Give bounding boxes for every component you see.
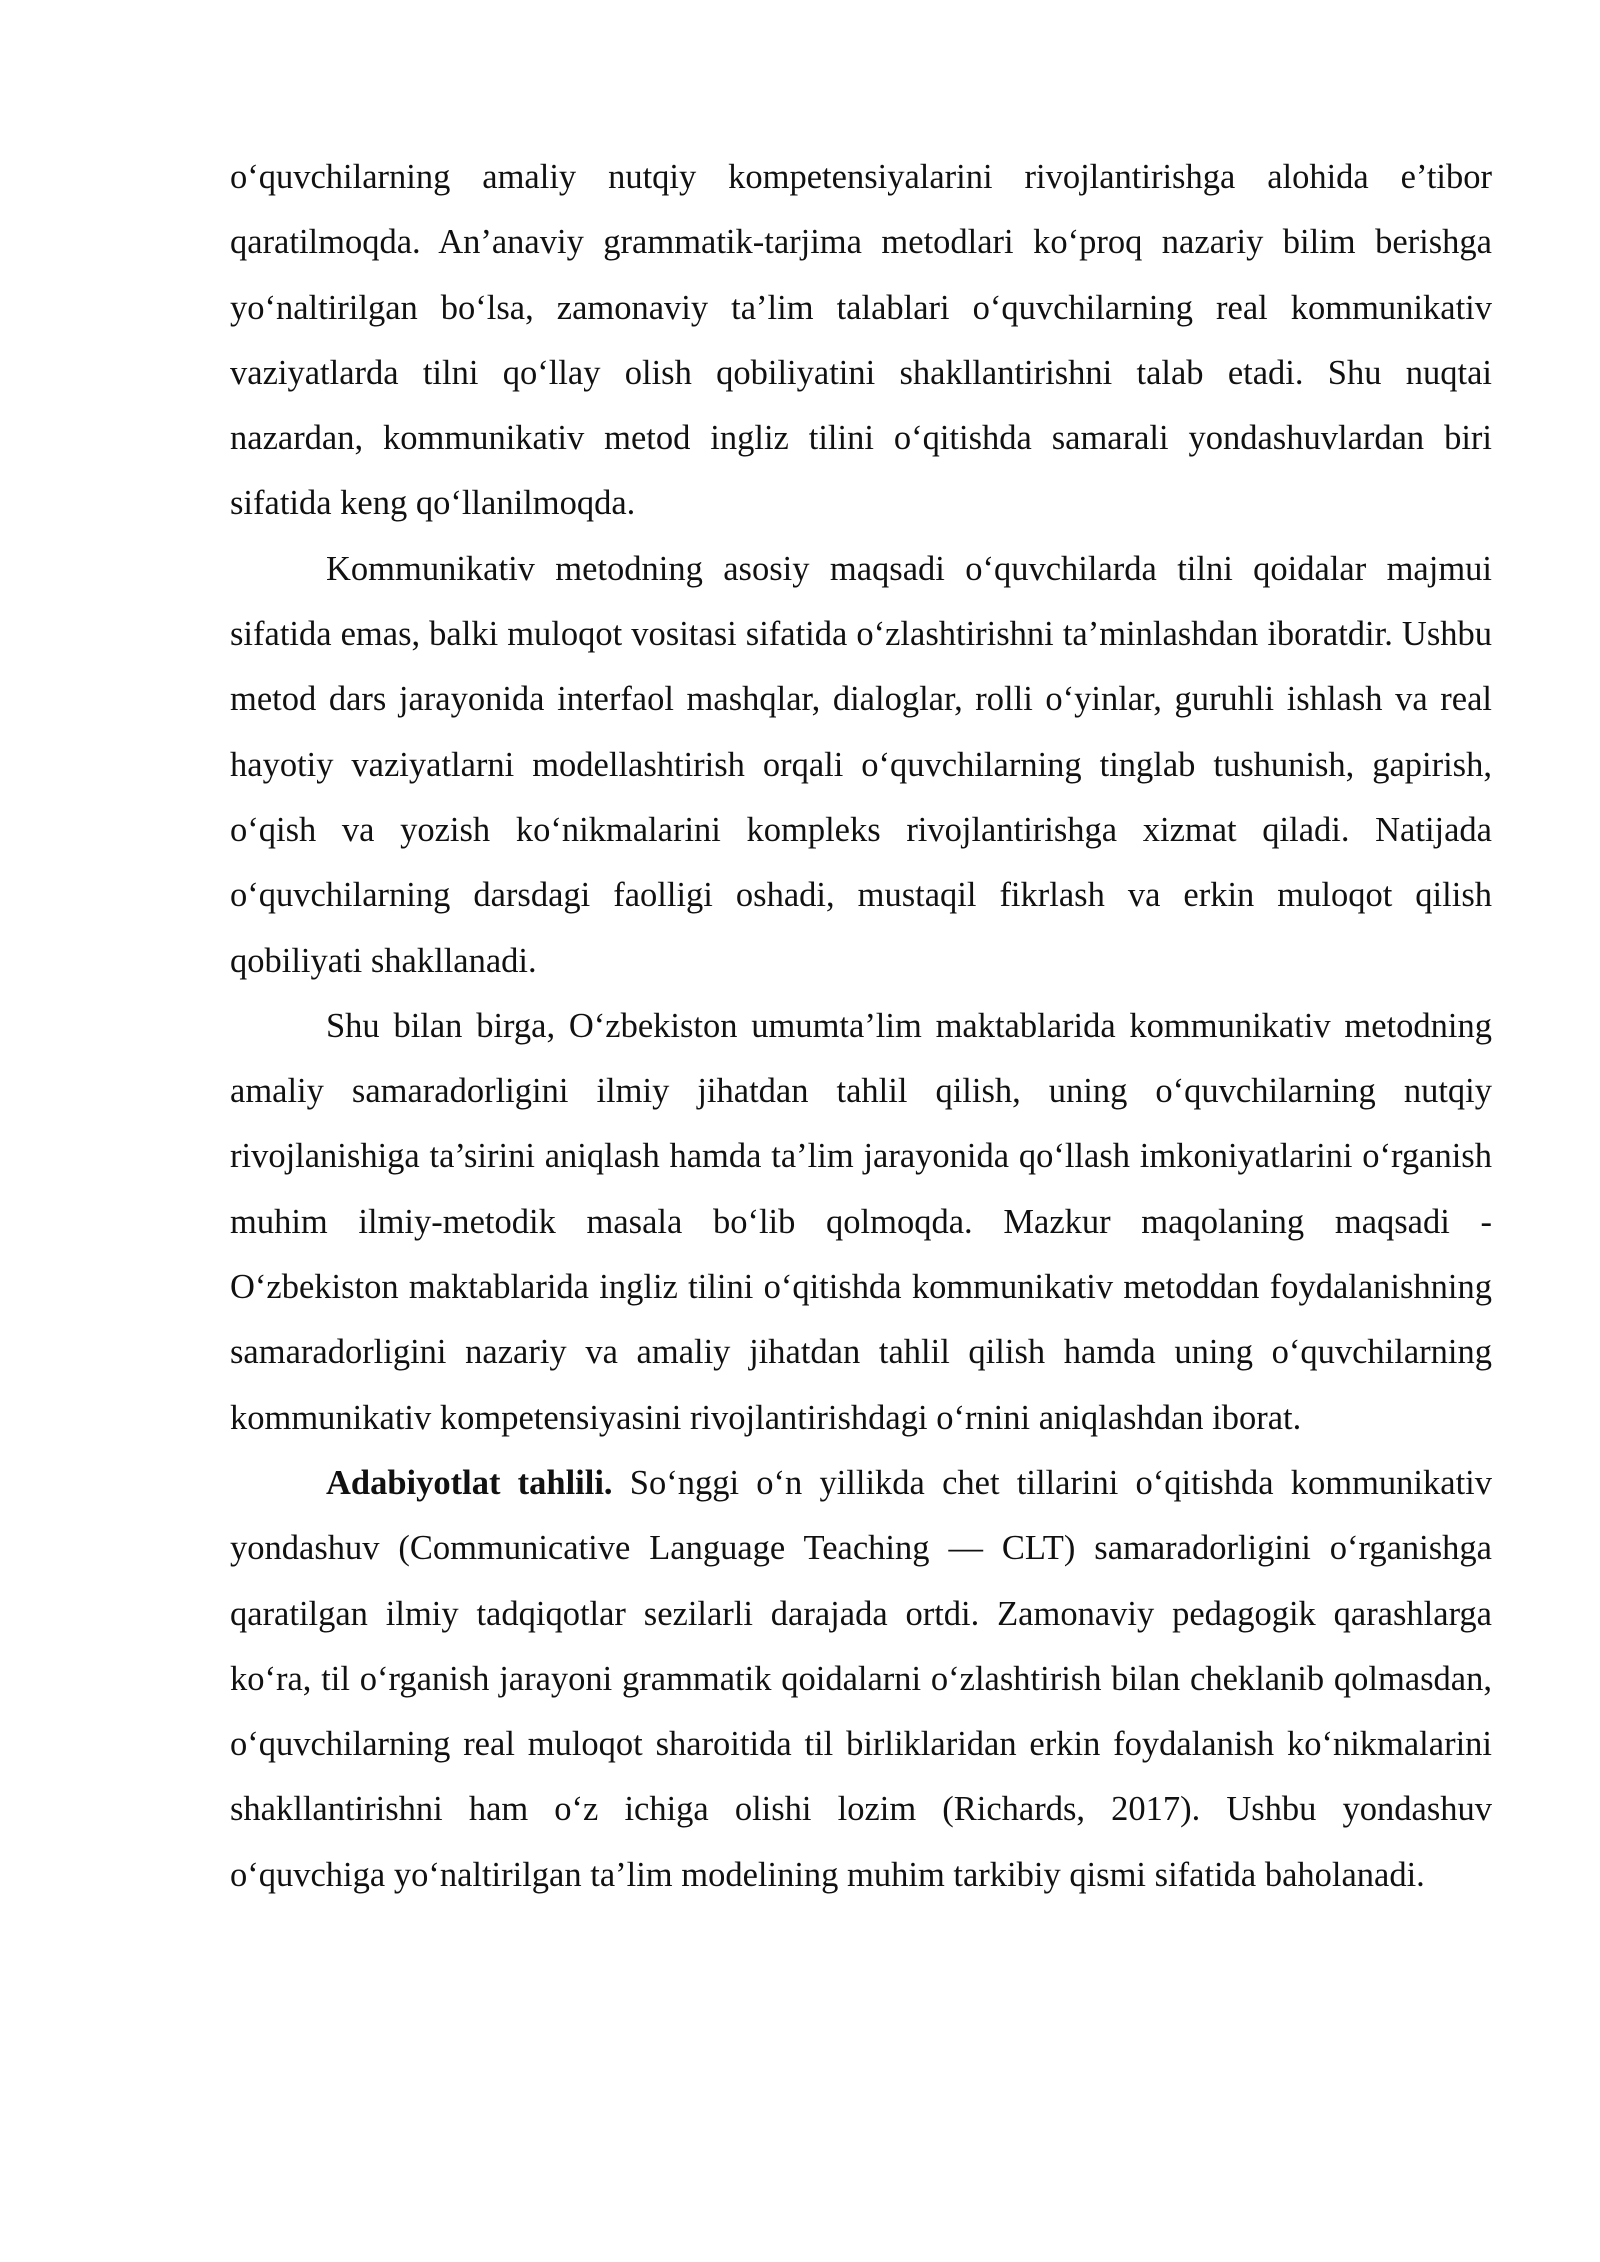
paragraph-4 [230,1451,1492,1908]
paragraph-1: o‘quvchilarning amaliy nutqiy kompetensiyalarini rivojlantirishga alohida e’tibor qaratilmoqda. An’anaviy grammatik-tarjima metodlari ko‘proq nazariy bilim berishga yo‘naltirilgan bo‘lsa, zamonaviy ta’lim talablari o‘quvchilarning real kommunikativ vaziyatlarda tilni qo‘llay olish qobiliyatini shakllantirishni talab etadi. Shu nuqtai nazardan, kommunikativ metod ingliz tilini o‘qitishda samarali yondashuvlardan biri sifatida keng qo‘llanilmoqda. [230,158,1492,523]
paragraph-4-text: So‘nggi o‘n yillikda chet tillarini o‘qitishda kommunikativ yondashuv (Communicative Language Teaching — CLT) samaradorligini o‘rganishga qaratilgan ilmiy tadqiqotlar sezilarli darajada ortdi. Zamonaviy pedagogik qarashlarga ko‘ra, til o‘rganish jarayoni grammatik qoidalarni o‘zlashtirish bilan cheklanib qolmasdan, o‘quvchilarning real muloqot sharoitida til birliklaridan erkin foydalanish ko‘nikmalarini shakllantirishni ham o‘z ichiga olishi lozim (Richards, 2017). Ushbu yondashuv o‘quvchiga yo‘naltirilgan ta’lim modelining muhim tarkibiy qismi sifatida baholanadi. [230,1463,1492,1894]
paragraph-2: Kommunikativ metodning asosiy maqsadi o‘quvchilarda tilni qoidalar majmui sifatida emas, balki muloqot vositasi sifatida o‘zlashtirishni ta’minlashdan iboratdir. Ushbu metod dars jarayonida interfaol mashqlar, dialoglar, rolli o‘yinlar, guruhli ishlash va real hayotiy vaziyatlarni modellashtirish orqali o‘quvchilarning tinglab tushunish, gapirish, o‘qish va yozish ko‘nikmalarini kompleks rivojlantirishga xizmat qiladi. Natijada o‘quvchilarning darsdagi faolligi oshadi, mustaqil fikrlash va erkin muloqot qilish qobiliyati shakllanadi. [230,549,1492,980]
document-body [230,145,1492,1908]
section-heading: Adabiyotlat tahlili. [326,1463,613,1502]
paragraph-3: Shu bilan birga, O‘zbekiston umumta’lim maktablarida kommunikativ metodning amaliy samaradorligini ilmiy jihatdan tahlil qilish, uning o‘quvchilarning nutqiy rivojlanishiga ta’sirini aniqlash hamda ta’lim jarayonida qo‘llash imkoniyatlarini o‘rganish muhim ilmiy-metodik masala bo‘lib qolmoqda. Mazkur maqolaning maqsadi - O‘zbekiston maktablarida ingliz tilini o‘qitishda kommunikativ metoddan foydalanishning samaradorligini nazariy va amaliy jihatdan tahlil qilish hamda uning o‘quvchilarning kommunikativ kompetensiyasini rivojlantirishdagi o‘rnini aniqlashdan iborat. [230,1006,1492,1437]
